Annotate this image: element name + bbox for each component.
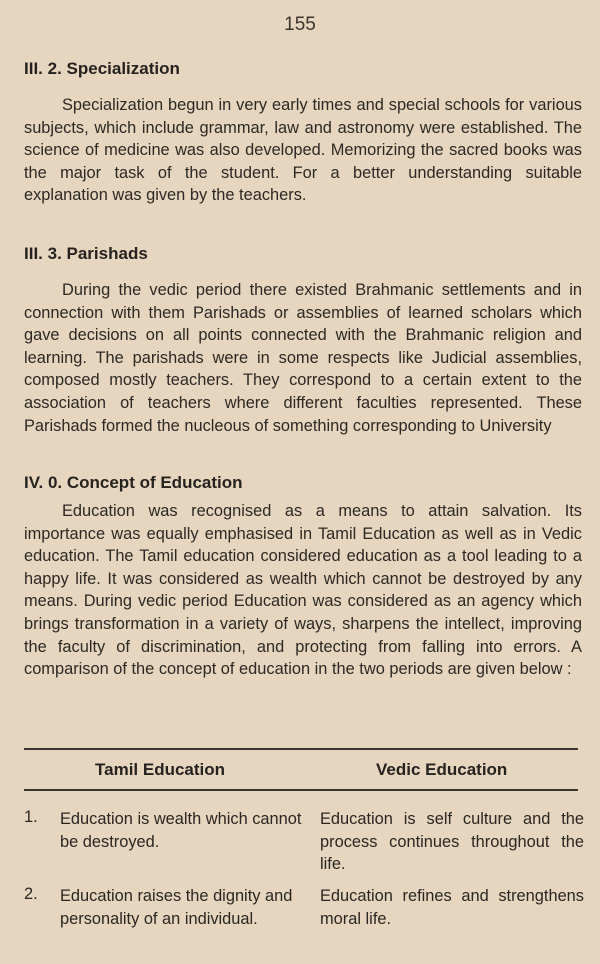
section-paragraph-parishads	[24, 279, 582, 437]
paragraph-text: Education was recognised as a means to attain salvation. Its importance was equally emphasised in Tamil Education as well as in Vedic education. The Tamil education considered education as a tool leading to a happy life. It was considered as wealth which cannot be destroyed by any means. During vedic period Education was considered as an agency which brings transformation in a variety of ways, sharpens the intellect, improving the faculty of discrimination, and protecting from falling into errors. A comparison of the concept of education in the two periods are given below :	[24, 502, 582, 679]
table-header-rule	[24, 789, 578, 791]
table-header-vedic: Vedic Education	[376, 760, 508, 779]
section-heading-parishads: III. 3. Parishads	[24, 244, 148, 263]
paragraph-text: Specialization begun in very early times and special schools for various subjects, which include grammar, law and astronomy were established. The science of medicine was also developed. Memorizing the sacred books was the major task of the student. For a better understanding suitable explanation was given by the teachers.	[24, 96, 582, 205]
page-number: 155	[284, 14, 316, 35]
section-paragraph-concept-of-education	[24, 500, 582, 681]
row-number: 1.	[24, 808, 38, 826]
section-heading-specialization: III. 2. Specialization	[24, 59, 180, 78]
vedic-cell: Education is self culture and the process continues throughout the life.	[320, 810, 584, 874]
vedic-cell: Education refines and strengthens moral life.	[320, 887, 584, 928]
section-heading-concept-of-education: IV. 0. Concept of Education	[24, 473, 243, 492]
tamil-cell: Education raises the dignity and personality of an individual.	[60, 887, 293, 928]
paragraph-text: During the vedic period there existed Brahmanic settlements and in connection with them Parishads or assemblies of learned scholars which gave decisions on all points connected with the Brahmanic religion and learning. The parishads were in some respects like Judicial assemblies, composed mostly teachers. They correspond to a certain extent to the association of teachers where different faculties represented. These Parishads formed the nucleous of something corresponding to University	[24, 281, 582, 435]
table-top-rule	[24, 748, 578, 750]
tamil-cell: Education is wealth which cannot be destroyed.	[60, 810, 302, 851]
table-header-tamil: Tamil Education	[95, 760, 226, 779]
section-paragraph-specialization	[24, 94, 582, 207]
row-number: 2.	[24, 885, 38, 903]
